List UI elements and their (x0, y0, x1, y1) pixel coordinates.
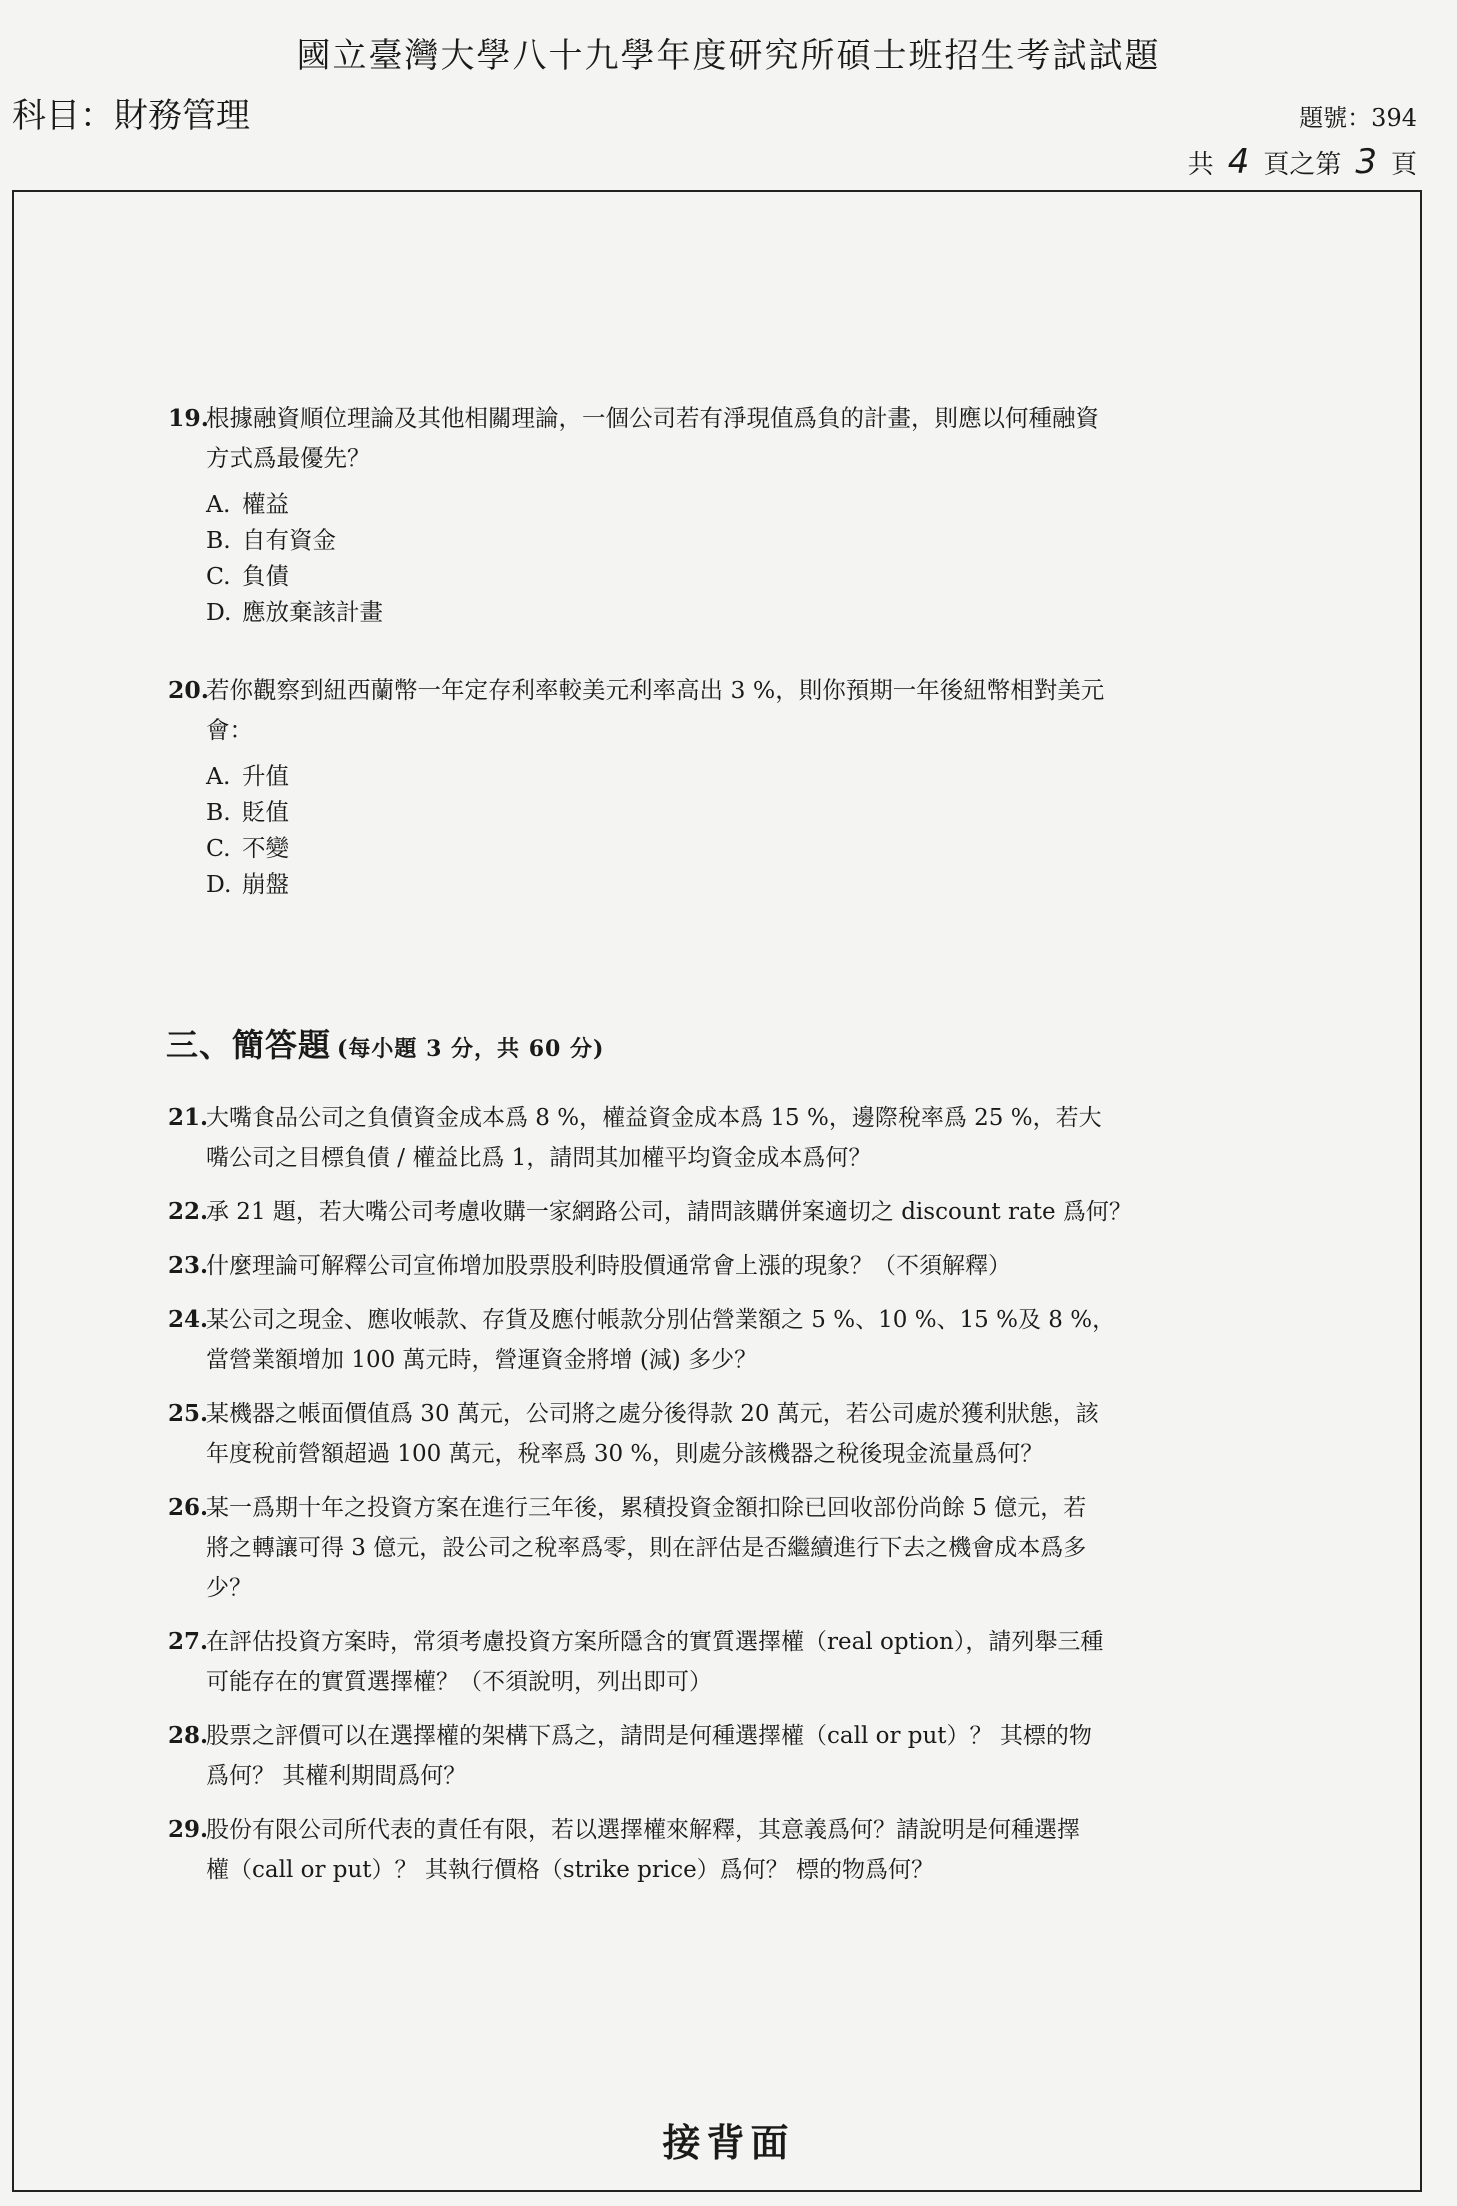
question-text-line2: 會： (206, 716, 253, 744)
question-number: 26. (168, 1494, 209, 1521)
question-28 (168, 1716, 1248, 1796)
question-text-line3: 少？ (206, 1575, 252, 1601)
option-a (206, 486, 1248, 522)
option-d (206, 594, 1248, 630)
question-29 (168, 1810, 1248, 1890)
option-label: B. (206, 798, 231, 826)
exam-title: 國立臺灣大學八十九學年度研究所碩士班招生考試試題 (296, 36, 1161, 76)
question-text-line1: 根據融資順位理論及其他相關理論，一個公司若有淨現值爲負的計畫，則應以何種融資 (206, 404, 1099, 432)
option-b (206, 522, 1248, 558)
option-d (206, 866, 1248, 902)
question-text-line1: 某一爲期十年之投資方案在進行三年後，累積投資金額扣除已回收部份尚餘 5 億元，若 (206, 1495, 1087, 1521)
question-text-line2: 可能存在的實質選擇權？（不須說明，列出即可） (206, 1669, 712, 1695)
option-label: C. (206, 834, 231, 862)
option-label: D. (206, 870, 232, 898)
question-number: 29. (168, 1816, 209, 1843)
question-text-line1: 大嘴食品公司之負債資金成本爲 8 %，權益資金成本爲 15 %，邊際稅率爲 25 %，若大 (206, 1105, 1102, 1131)
page-mid: 頁之第 (1263, 150, 1342, 180)
question-number: 21. (168, 1104, 209, 1131)
page-suffix: 頁 (1390, 150, 1417, 180)
question-text-line2: 方式爲最優先？ (206, 444, 371, 472)
question-number: 19. (168, 404, 209, 432)
question-21 (168, 1098, 1248, 1178)
page-current: 3 (1355, 142, 1377, 182)
question-number: 23. (168, 1252, 209, 1279)
option-label: A. (206, 490, 231, 518)
question-number: 24. (168, 1306, 209, 1333)
option-label: A. (206, 762, 231, 790)
question-text-line1: 股票之評價可以在選擇權的架構下爲之，請問是何種選擇權（call or put）？ 其標的物 (206, 1723, 1092, 1749)
option-text: 權益 (242, 490, 289, 518)
section-note: (每小題 3 分，共 60 分) (337, 1036, 605, 1062)
option-label: D. (206, 598, 232, 626)
question-text-line2: 嘴公司之目標負債 / 權益比爲 1，請問其加權平均資金成本爲何？ (206, 1145, 872, 1171)
question-26 (168, 1488, 1248, 1608)
question-text-line1: 什麼理論可解釋公司宣佈增加股票股利時股價通常會上漲的現象？（不須解釋） (206, 1253, 1011, 1279)
page-info (1188, 142, 1417, 182)
option-label: B. (206, 526, 231, 554)
options-20 (206, 758, 1248, 902)
question-20 (168, 670, 1248, 750)
options-19 (206, 486, 1248, 630)
option-text: 崩盤 (242, 870, 289, 898)
question-text-line1: 某公司之現金、應收帳款、存貨及應付帳款分別佔營業額之 5 %、10 %、15 %及 8 %， (206, 1307, 1116, 1333)
paper-number: 題號：394 (1299, 104, 1417, 132)
question-23 (168, 1246, 1248, 1286)
question-text-line2: 當營業額增加 100 萬元時，營運資金將增 (減) 多少？ (206, 1347, 758, 1373)
option-b (206, 794, 1248, 830)
page-prefix: 共 (1187, 150, 1214, 180)
option-text: 自有資金 (242, 526, 336, 554)
option-text: 應放棄該計畫 (242, 598, 383, 626)
option-c (206, 558, 1248, 594)
question-number: 25. (168, 1400, 209, 1427)
question-text-line1: 若你觀察到紐西蘭幣一年定存利率較美元利率高出 3 %，則你預期一年後紐幣相對美元 (206, 676, 1105, 704)
option-text: 貶值 (242, 798, 289, 826)
subject-label: 科目：財務管理 (12, 96, 250, 136)
option-text: 不變 (242, 834, 289, 862)
option-c (206, 830, 1248, 866)
section-title: 三、簡答題 (166, 1026, 332, 1064)
question-24 (168, 1300, 1248, 1380)
question-number: 20. (168, 676, 209, 704)
question-text-line2: 權（call or put）？ 其執行價格（strike price）爲何？ 標的物爲何？ (206, 1857, 934, 1883)
option-text: 負債 (242, 562, 289, 590)
question-text-line1: 承 21 題，若大嘴公司考慮收購一家網路公司，請問該購併案適切之 discount rate 爲何？ (206, 1199, 1132, 1225)
question-text-line2: 爲何？ 其權利期間爲何？ (206, 1763, 467, 1789)
question-22 (168, 1192, 1248, 1232)
question-25 (168, 1394, 1248, 1474)
question-text-line1: 股份有限公司所代表的責任有限，若以選擇權來解釋，其意義爲何？請說明是何種選擇 (206, 1817, 1080, 1843)
page-total: 4 (1227, 142, 1250, 182)
question-text-line2: 將之轉讓可得 3 億元，設公司之稅率爲零，則在評估是否繼續進行下去之機會成本爲多 (206, 1535, 1087, 1561)
question-text-line1: 某機器之帳面價值爲 30 萬元，公司將之處分後得款 20 萬元，若公司處於獲利狀態，該 (206, 1401, 1099, 1427)
question-content (168, 398, 1248, 1890)
question-27 (168, 1622, 1248, 1702)
option-text: 升值 (242, 762, 289, 790)
option-a (206, 758, 1248, 794)
continue-on-back-note: 接背面 (662, 2120, 795, 2165)
question-number: 28. (168, 1722, 209, 1749)
question-number: 27. (168, 1628, 209, 1655)
section-heading (166, 1020, 1248, 1066)
question-19 (168, 398, 1248, 478)
question-text-line1: 在評估投資方案時，常須考慮投資方案所隱含的實質選擇權（real option），請列舉三種 (206, 1629, 1104, 1655)
option-label: C. (206, 562, 231, 590)
question-number: 22. (168, 1198, 209, 1225)
question-text-line2: 年度稅前營額超過 100 萬元，稅率爲 30 %，則處分該機器之稅後現金流量爲何？ (206, 1441, 1044, 1467)
